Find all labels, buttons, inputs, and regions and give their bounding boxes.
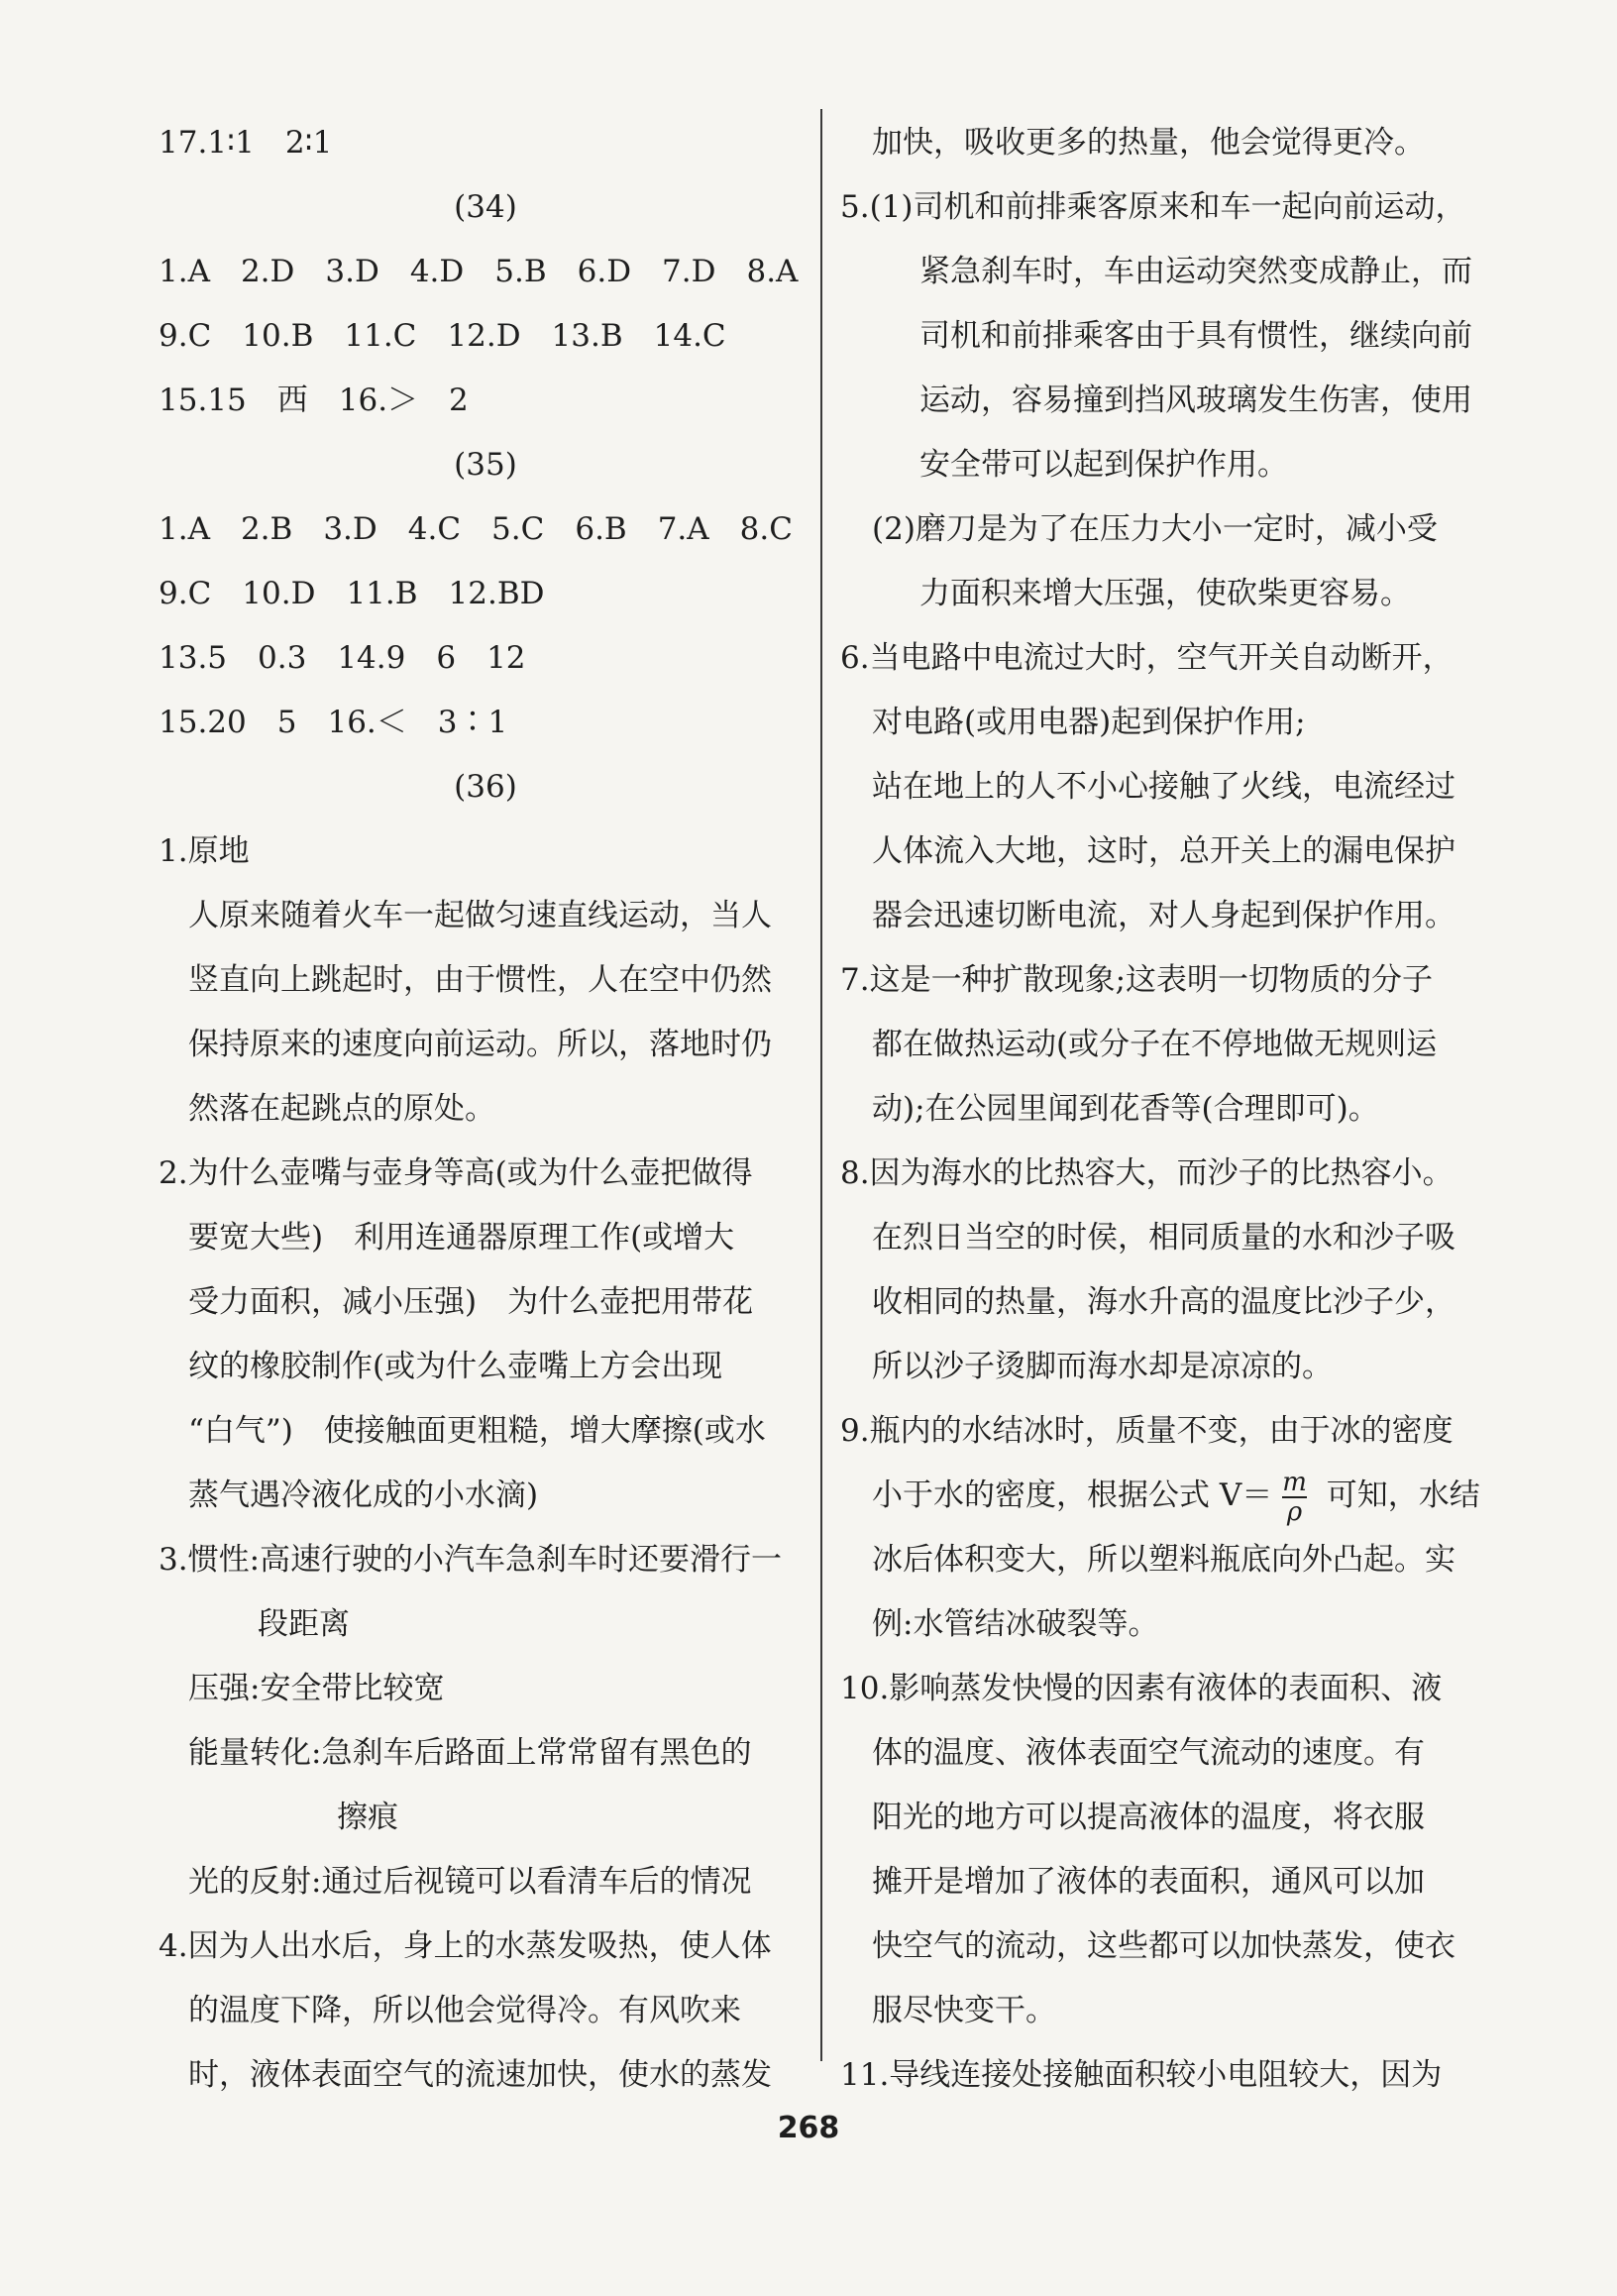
section-heading: (34) — [454, 189, 517, 225]
answer-line: 司机和前排乘客由于具有惯性，继续向前 — [919, 318, 1472, 354]
answer-line: 15.15 西 16.＞ 2 — [159, 383, 469, 418]
answer-line: 收相同的热量，海水升高的温度比沙子少， — [872, 1284, 1455, 1320]
page-number: 268 — [777, 2111, 840, 2145]
answer-line: 5.(1)司机和前排乘客原来和车一起向前运动， — [840, 189, 1466, 225]
answer-line: 9.C 10.B 11.C 12.D 13.B 14.C — [159, 318, 726, 354]
answer-line: “白气”) 使接触面更粗糙，增大摩擦(或水 — [188, 1413, 766, 1449]
answer-line: 例:水管结冰破裂等。 — [872, 1606, 1159, 1642]
answer-line: 然落在起跳点的原处。 — [188, 1091, 495, 1127]
answer-line: 段距离 — [258, 1606, 350, 1642]
answer-line: 对电路(或用电器)起到保护作用; — [872, 705, 1306, 740]
answer-line: 11.导线连接处接触面积较小电阻较大，因为 — [840, 2057, 1443, 2093]
answer-line: 15.20 5 16.＜ 3∶1 — [159, 705, 508, 740]
left-column — [159, 111, 812, 2108]
answer-line: 9.瓶内的水结冰时，质量不变，由于冰的密度 — [840, 1413, 1454, 1449]
answer-line: 阳光的地方可以提高液体的温度，将衣服 — [872, 1800, 1425, 1835]
answer-line: 压强:安全带比较宽 — [188, 1671, 445, 1706]
answer-line: 人原来随着火车一起做匀速直线运动，当人 — [188, 898, 772, 933]
answer-line: 擦痕 — [337, 1800, 398, 1835]
answer-line: 都在做热运动(或分子在不停地做无规则运 — [872, 1027, 1438, 1062]
answer-line: 1.A 2.B 3.D 4.C 5.C 6.B 7.A 8.C — [159, 511, 793, 547]
answer-line: 运动，容易撞到挡风玻璃发生伤害，使用 — [919, 383, 1472, 418]
formula-line — [840, 1464, 1504, 1528]
answer-line: 加快，吸收更多的热量，他会觉得更冷。 — [872, 125, 1425, 161]
answer-line: 人体流入大地，这时，总开关上的漏电保护 — [872, 833, 1455, 869]
answer-line: 1.原地 — [159, 833, 250, 869]
answer-line: 摊开是增加了液体的表面积，通风可以加 — [872, 1864, 1425, 1900]
answer-line: 9.C 10.D 11.B 12.BD — [159, 576, 545, 611]
answer-line: 力面积来增大压强，使砍柴更容易。 — [919, 576, 1411, 611]
answer-line: 冰后体积变大，所以塑料瓶底向外凸起。实 — [872, 1542, 1455, 1578]
section-heading: (35) — [454, 447, 517, 483]
answer-line: 所以沙子烫脚而海水却是凉凉的。 — [872, 1349, 1333, 1384]
answer-line: 紧急刹车时，车由运动突然变成静止，而 — [919, 254, 1472, 289]
answer-line: 7.这是一种扩散现象;这表明一切物质的分子 — [840, 962, 1434, 998]
density-fraction — [1282, 1469, 1307, 1526]
answer-line: (2)磨刀是为了在压力大小一定时，减小受 — [872, 511, 1438, 547]
answer-line: 2.为什么壶嘴与壶身等高(或为什么壶把做得 — [159, 1155, 753, 1191]
fraction-numerator: m — [1282, 1467, 1307, 1497]
right-column — [840, 111, 1504, 2108]
answer-line: 能量转化:急刹车后路面上常常留有黑色的 — [188, 1735, 752, 1771]
answer-line: 快空气的流动，这些都可以加快蒸发，使衣 — [872, 1928, 1455, 1964]
answer-line: 6.当电路中电流过大时，空气开关自动断开， — [840, 640, 1454, 676]
answer-line: 服尽快变干。 — [872, 1993, 1056, 2028]
fraction-denominator: ρ — [1282, 1496, 1307, 1526]
answer-line: 站在地上的人不小心接触了火线，电流经过 — [872, 769, 1455, 805]
answer-line: 4.因为人出水后，身上的水蒸发吸热，使人体 — [159, 1928, 772, 1964]
answer-line: 纹的橡胶制作(或为什么壶嘴上方会出现 — [188, 1349, 723, 1384]
formula-text-before: 小于水的密度，根据公式 V＝ — [872, 1477, 1273, 1513]
answer-line: 13.5 0.3 14.9 6 12 — [159, 640, 526, 676]
answer-line: 3.惯性:高速行驶的小汽车急刹车时还要滑行一 — [159, 1542, 783, 1578]
answer-line: 动);在公园里闻到花香等(合理即可)。 — [872, 1091, 1379, 1127]
answer-line: 的温度下降，所以他会觉得冷。有风吹来 — [188, 1993, 741, 2028]
answer-line: 安全带可以起到保护作用。 — [919, 447, 1288, 483]
answer-line: 受力面积，减小压强) 为什么壶把用带花 — [188, 1284, 754, 1320]
answer-line: 8.因为海水的比热容大，而沙子的比热容小。 — [840, 1155, 1454, 1191]
answer-line: 器会迅速切断电流，对人身起到保护作用。 — [872, 898, 1455, 933]
answer-line: 时，液体表面空气的流速加快，使水的蒸发 — [188, 2057, 772, 2093]
answer-line: 1.A 2.D 3.D 4.D 5.B 6.D 7.D 8.A — [159, 254, 799, 289]
answer-line: 17.1∶1 2∶1 — [159, 125, 333, 161]
section-heading: (36) — [454, 769, 517, 805]
column-divider — [820, 109, 822, 2061]
answer-line: 要宽大些) 利用连通器原理工作(或增大 — [188, 1220, 735, 1256]
answer-line: 竖直向上跳起时，由于惯性，人在空中仍然 — [188, 962, 772, 998]
answer-line: 10.影响蒸发快慢的因素有液体的表面积、液 — [840, 1671, 1443, 1706]
answer-line: 体的温度、液体表面空气流动的速度。有 — [872, 1735, 1425, 1771]
answer-line: 在烈日当空的时侯，相同质量的水和沙子吸 — [872, 1220, 1455, 1256]
answer-line: 蒸气遇冷液化成的小水滴) — [188, 1477, 539, 1513]
answer-line: 光的反射:通过后视镜可以看清车后的情况 — [188, 1864, 752, 1900]
answer-line: 保持原来的速度向前运动。所以，落地时仍 — [188, 1027, 772, 1062]
formula-text-after: 可知，水结 — [1316, 1477, 1480, 1513]
